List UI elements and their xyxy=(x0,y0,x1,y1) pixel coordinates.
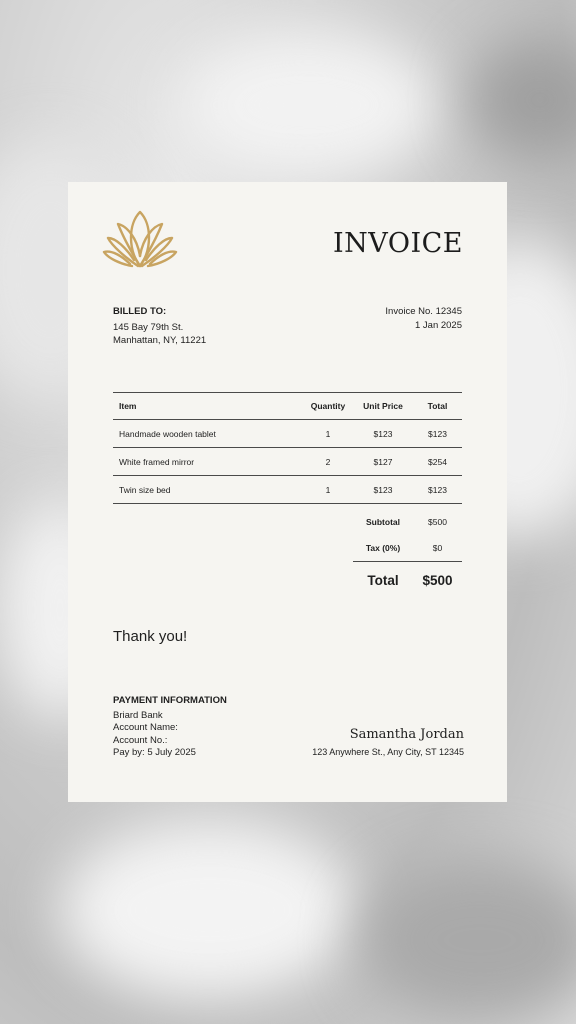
tax-label: Tax (0%) xyxy=(365,543,401,553)
billed-to-label: BILLED TO: xyxy=(113,306,167,317)
billed-to-section xyxy=(113,305,206,348)
background-highlight xyxy=(60,820,360,1000)
column-header-total: Total xyxy=(427,401,448,411)
pay-by-date: Pay by: 5 July 2025 xyxy=(113,747,196,758)
column-header-unit-price: Unit Price xyxy=(363,401,403,411)
subtotal-row xyxy=(353,508,462,535)
item-unit-price: $123 xyxy=(373,428,393,439)
table-header-row xyxy=(113,392,462,420)
item-quantity: 1 xyxy=(325,484,331,495)
billed-to-address-line: Manhattan, NY, 11221 xyxy=(113,335,207,346)
account-number: Account No.: xyxy=(113,734,168,746)
item-total: $123 xyxy=(428,428,447,439)
item-unit-price: $127 xyxy=(373,456,393,467)
tax-row xyxy=(353,535,462,562)
payment-information xyxy=(113,695,227,760)
invoice-meta xyxy=(385,305,462,332)
signature-block xyxy=(312,727,464,757)
item-name: Handmade wooden tablet xyxy=(119,428,216,439)
subtotal-value: $500 xyxy=(428,516,447,527)
column-header-quantity: Quantity xyxy=(310,401,346,411)
invoice-document xyxy=(68,182,507,802)
table-row xyxy=(113,476,462,504)
total-label: Total xyxy=(367,572,399,588)
signature-address: 123 Anywhere St., Any City, ST 12345 xyxy=(312,747,464,757)
table-row xyxy=(113,448,462,476)
total-row xyxy=(353,562,462,598)
invoice-title: INVOICE xyxy=(333,228,463,259)
invoice-date: 1 Jan 2025 xyxy=(414,319,462,331)
tax-value: $0 xyxy=(432,543,443,553)
item-name: Twin size bed xyxy=(119,484,171,495)
billed-to-address-line: 145 Bay 79th St. xyxy=(113,321,184,333)
item-quantity: 1 xyxy=(325,428,331,439)
item-quantity: 2 xyxy=(325,456,331,467)
background-shadow xyxy=(470,40,576,160)
subtotal-label: Subtotal xyxy=(366,516,400,527)
invoice-number: Invoice No. 12345 xyxy=(385,306,462,317)
item-total: $123 xyxy=(428,484,447,495)
column-header-item: Item xyxy=(119,401,137,411)
background-shadow xyxy=(360,860,576,1020)
item-name: White framed mirror xyxy=(119,456,195,467)
lotus-icon xyxy=(102,208,178,270)
account-name: Account Name: xyxy=(113,722,178,733)
item-total: $254 xyxy=(428,456,447,467)
table-row xyxy=(113,420,462,448)
background-highlight xyxy=(180,30,440,180)
bank-name: Briard Bank xyxy=(113,709,163,721)
line-items-table xyxy=(113,392,462,504)
invoice-summary xyxy=(353,508,462,598)
total-value: $500 xyxy=(422,572,453,588)
thank-you-message: Thank you! xyxy=(113,628,188,645)
item-unit-price: $123 xyxy=(373,484,393,495)
payment-label: PAYMENT INFORMATION xyxy=(113,695,227,706)
signature-name: Samantha Jordan xyxy=(349,727,464,742)
